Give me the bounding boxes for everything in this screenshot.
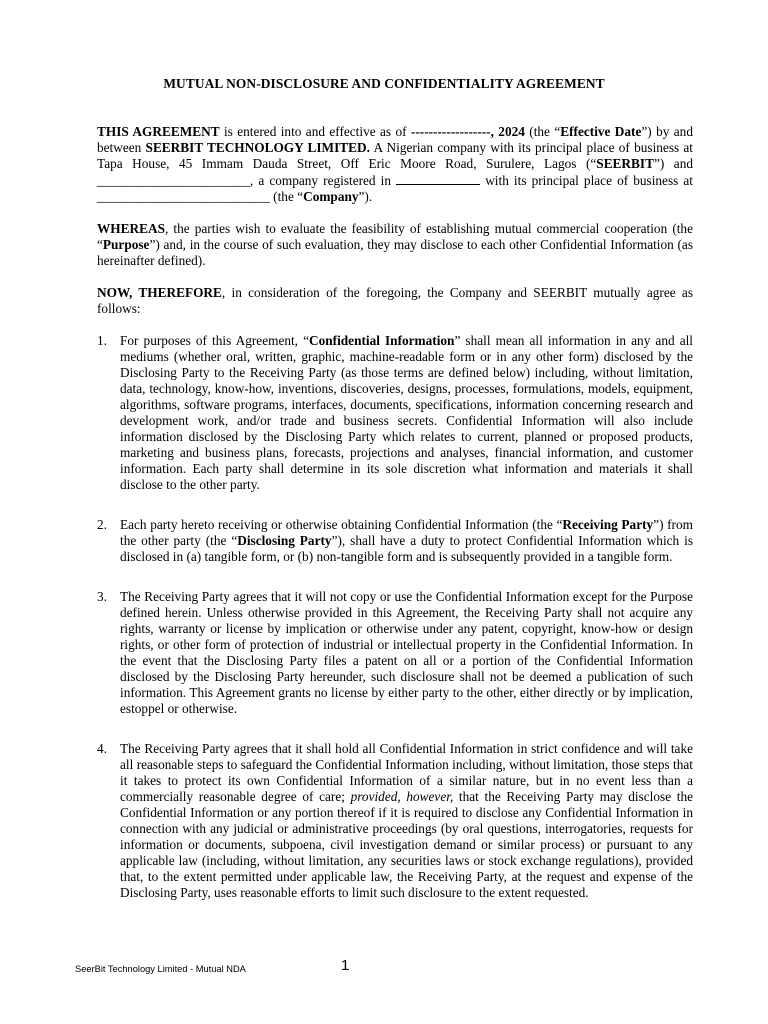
- clause-number: 1.: [97, 333, 107, 348]
- clause-text: ” shall mean all information in any and all mediums (whether oral, written, graphic, machine-readable form or in any other form) disclosed by the Disclosing Party to the Receiving Party (as those terms are defined below) including, without limitation, data, technology, know-how, inventions, discoveries, designs, processes, formulations, models, equipment, algorithms, software programs, interfaces, documents, specifications, information concerning research and development work, and/or trade and business secrets. Confidential Information will also include information disclosed by the Disclosing Party which relates to current, planned or proposed products, marketing and business plans, forecasts, projections and analyses, financial information, and customer information. Each party shall determine in its sole discretion what information and materials it shall disclose to the other party.: [120, 333, 693, 492]
- clause-number: 4.: [97, 741, 107, 756]
- whereas-text: , the parties wish to evaluate the feasibility of establishing mutual commercial cooperation (the “: [97, 221, 693, 252]
- clause-text: The Receiving Party agrees that it will not copy or use the Confidential Information except for the Purpose defined herein. Unless otherwise provided in this Agreement, the Receiving Party shall not acquire any rights, warranty or license by implication or otherwise under any patent, copyright, know-how or design rights, or other form of protection of industrial or intellectual property in the Confidential Information. In the event that the Disclosing Party files a patent on all or a portion of the Confidential Information disclosed by the Disclosing Party hereunder, such disclosure shall not be deemed a publication of such information. This Agreement grants no license by either party to the other, either directly or by implication, estoppel or otherwise.: [120, 589, 693, 716]
- clauses-list: [97, 333, 693, 901]
- now-therefore-lead: NOW, THEREFORE: [97, 285, 222, 300]
- intro-text: ”).: [358, 189, 373, 204]
- proviso-term: provided, however,: [350, 789, 454, 804]
- purpose-term: Purpose: [102, 237, 150, 252]
- effective-date-term: Effective Date: [560, 124, 642, 139]
- whereas-text: ”) and, in the course of such evaluation, they may disclose to each other Confidential Information (as hereinafter defined).: [97, 237, 693, 268]
- intro-lead: THIS AGREEMENT: [97, 124, 220, 139]
- intro-text: A Nigerian company with its principal place of business at Tapa House, 45 Immam Dauda Street, Off Eric Moore Road, Surulere, Lagos (“: [97, 140, 694, 171]
- page-number: 1: [341, 957, 350, 974]
- intro-text: ”) and: [653, 156, 694, 171]
- clause-4: [97, 741, 693, 901]
- footer-label: SeerBit Technology Limited - Mutual NDA: [75, 964, 246, 974]
- registration-country-blank: [396, 172, 480, 185]
- defined-term: Disclosing Party: [237, 533, 332, 548]
- document-title: MUTUAL NON-DISCLOSURE AND CONFIDENTIALITY AGREEMENT: [163, 76, 605, 91]
- intro-text: with its principal place of business at: [480, 173, 693, 188]
- clause-text: The Receiving Party agrees that it shall hold all Confidential Information in strict confidence and will take all reasonable steps to safeguard the Confidential Information including, without limitation, those steps that it takes to protect its own Confidential Information of a similar nature, but in no event less than a commercially reasonable degree of care;: [120, 741, 693, 804]
- intro-text: , a company registered in: [249, 173, 397, 188]
- clause-text: ”), shall have a duty to protect Confidential Information which is disclosed in (a) tangible form, or (b) non-tangible form and is subsequently provided in a tangible form.: [120, 533, 693, 564]
- company-address-blank: __________________________: [97, 189, 270, 204]
- effective-date-value: ------------------, 2024: [410, 124, 525, 139]
- clause-1: [97, 333, 693, 493]
- company-name-blank: _______________________: [97, 173, 250, 188]
- clause-text: Each party hereto receiving or otherwise obtaining Confidential Information (the “: [120, 517, 563, 532]
- intro-paragraph: [97, 124, 693, 205]
- intro-text: (the “: [524, 124, 561, 139]
- clause-text: For purposes of this Agreement, “: [120, 333, 309, 348]
- intro-text: ”) by and between: [97, 124, 693, 155]
- company-term: Company: [303, 189, 359, 204]
- clause-2: [97, 517, 693, 565]
- seerbit-company-name: SEERBIT TECHNOLOGY LIMITED.: [145, 140, 370, 155]
- clause-text: ”) from the other party (the “: [120, 517, 693, 548]
- clause-number: 3.: [97, 589, 107, 604]
- clause-text: that the Receiving Party may disclose the Confidential Information or any portion thereof if it is required to disclose any Confidential Information in connection with any judicial or administrative proceedings (by oral questions, interrogatories, requests for information or documents, subpoena, civil investigation demand or similar process) or pursuant to any applicable law (including, without limitation, any securities laws or stock exchange regulations), provided that, to the extent permitted under applicable law, the Receiving Party, at the request and expense of the Disclosing Party, uses reasonable efforts to limit such disclosure to the extent requested.: [120, 789, 694, 900]
- clause-number: 2.: [97, 517, 107, 532]
- defined-term: Receiving Party: [562, 517, 654, 532]
- now-therefore-paragraph: [97, 285, 693, 317]
- intro-text: is entered into and effective as of: [219, 124, 411, 139]
- now-therefore-text: , in consideration of the foregoing, the Company and SEERBIT mutually agree as follows:: [97, 285, 693, 316]
- whereas-lead: WHEREAS: [97, 221, 165, 236]
- clause-3: [97, 589, 693, 717]
- defined-term: Confidential Information: [309, 333, 455, 348]
- document-body: [97, 124, 693, 917]
- whereas-paragraph: [97, 221, 693, 269]
- seerbit-term: SEERBIT: [596, 156, 654, 171]
- intro-text: (the “: [269, 189, 304, 204]
